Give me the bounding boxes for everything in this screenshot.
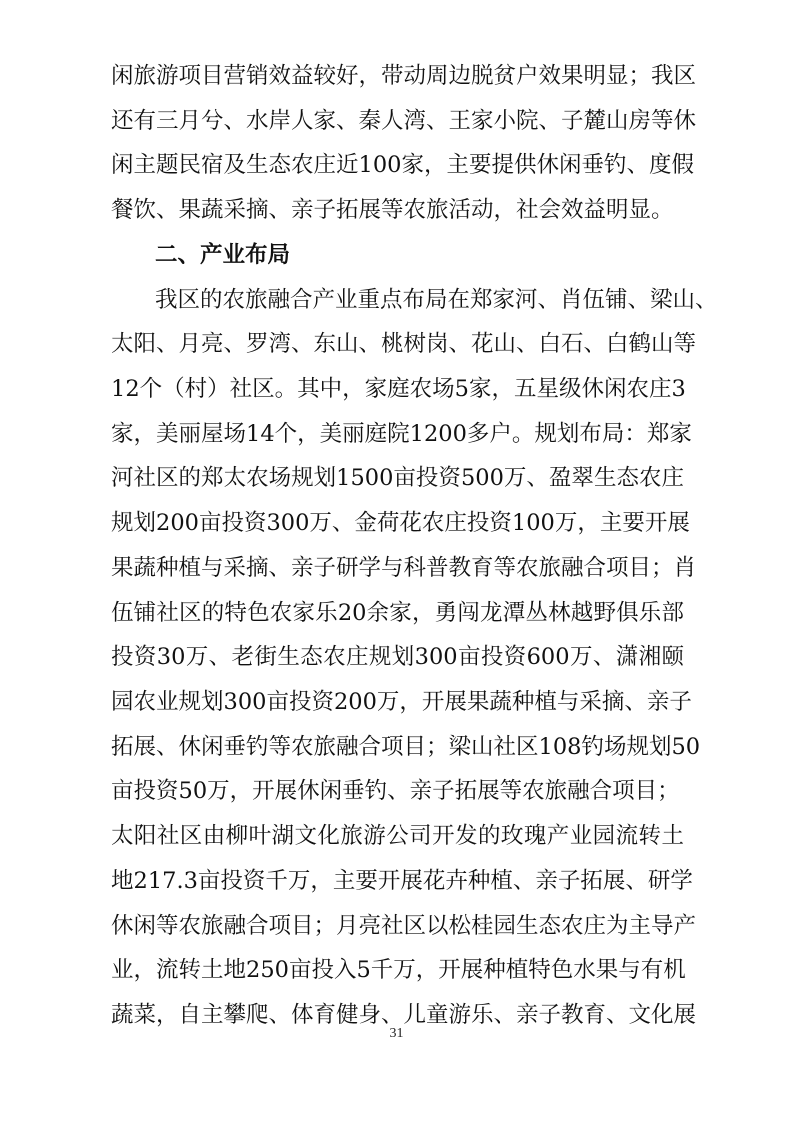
text-line: 闲主题民宿及生态农庄近100家，主要提供休闲垂钓、度假 [111,152,694,178]
text-line: 太阳、月亮、罗湾、东山、桃树岗、花山、白石、白鹤山等 [111,331,697,357]
section-heading: 二、产业布局 [155,242,291,268]
text-line: 投资30万、老街生态农庄规划300亩投资600万、潇湘颐 [111,644,684,670]
text-line: 果蔬种植与采摘、亲子研学与科普教育等农旅融合项目；肖 [111,555,697,581]
text-line: 闲旅游项目营销效益较好，带动周边脱贫户效果明显；我区 [111,63,697,89]
text-line: 家，美丽屋场14个，美丽庭院1200多户。规划布局：郑家 [111,421,692,447]
text-line: 伍铺社区的特色农家乐20余家，勇闯龙潭丛林越野俱乐部 [111,600,684,626]
page-number: 31 [389,1026,404,1041]
text-line: 我区的农旅融合产业重点布局在郑家河、肖伍铺、梁山、 [155,287,718,313]
text-line: 地217.3亩投资千万，主要开展花卉种植、亲子拓展、研学 [111,868,693,894]
text-line: 业，流转土地250亩投入5千万，开展种植特色水果与有机 [111,957,686,983]
text-line: 太阳社区由柳叶湖文化旅游公司开发的玫瑰产业园流转土 [111,823,684,849]
text-line: 园农业规划300亩投资200万，开展果蔬种植与采摘、亲子 [111,689,692,715]
text-line: 规划200亩投资300万、金荷花农庄投资100万，主要开展 [111,510,690,536]
text-line: 还有三月兮、水岸人家、秦人湾、王家小院、子麓山房等休 [111,108,697,134]
text-line: 河社区的郑太农场规划1500亩投资500万、盈翠生态农庄 [111,465,684,491]
text-line: 12个（村）社区。其中，家庭农场5家，五星级休闲农庄3 [111,376,686,402]
text-line: 休闲等农旅融合项目；月亮社区以松桂园生态农庄为主导产 [111,913,697,939]
text-line: 餐饮、果蔬采摘、亲子拓展等农旅活动，社会效益明显。 [111,197,674,223]
text-line: 拓展、休闲垂钓等农旅融合项目；梁山社区108钓场规划50 [111,734,701,760]
text-line: 亩投资50万，开展休闲垂钓、亲子拓展等农旅融合项目； [111,778,680,804]
text-line: 蔬菜，自主攀爬、体育健身、儿童游乐、亲子教育、文化展 [111,1002,697,1028]
